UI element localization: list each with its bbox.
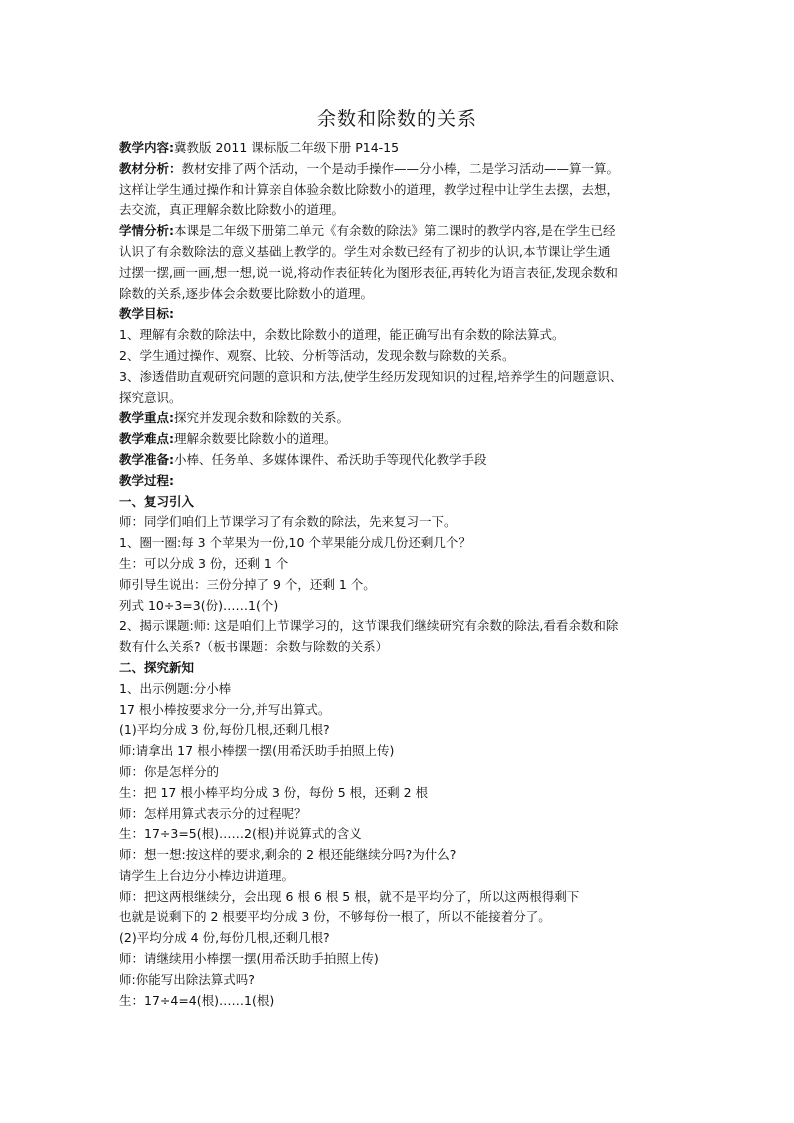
line-text: 3、渗透借助直观研究问题的意识和方法,使学生经历发现知识的过程,培养学生的问题意识、 [119,368,623,384]
document-line [119,575,679,596]
document-line [119,408,679,429]
document-line [119,429,679,450]
document-line [119,700,679,721]
line-text: 小棒、任务单、多媒体课件、希沃助手等现代化教学手段 [174,451,487,467]
line-label: 教学目标: [119,306,174,322]
line-text: 师引导生说出：三份分掉了 9 个，还剩 1 个。 [119,576,376,592]
line-text: 生：可以分成 3 份，还剩 1 个 [119,555,289,571]
document-line [119,346,679,367]
line-text: 生：17÷3=5(根)……2(根)并说算式的含义 [119,826,362,842]
document-line [119,824,679,845]
line-text: 师：把这两根继续分，会出现 6 根 6 根 5 根，就不是平均分了，所以这两根得剩下 [119,888,580,904]
line-text: 1、理解有余数的除法中，余数比除数小的道理，能正确写出有余数的除法算式。 [119,327,565,343]
line-label: 教学难点: [119,431,174,447]
document-body [119,138,679,1011]
document-line [119,450,679,471]
document-line [119,200,679,221]
line-text: 生：17÷4=4(根)……1(根) [119,992,275,1008]
document-line [119,866,679,887]
document-line [119,388,679,409]
line-text: 也就是说剩下的 2 根要平均分成 3 份，不够每份一根了，所以不能接着分了。 [119,909,551,925]
line-text: 17 根小棒按要求分一分,并写出算式。 [119,701,331,717]
line-text: 2、揭示课题:师: 这是咱们上节课学习的，这节课我们继续研究有余数的除法,看看余数和除 [119,618,619,634]
document-line [119,304,679,325]
document-line [119,138,679,159]
document-title: 余数和除数的关系 [316,108,477,130]
document-line [119,180,679,201]
document-line [119,533,679,554]
line-text: 师：请继续用小棒摆一摆(用希沃助手拍照上传) [119,951,379,967]
line-text: 认识了有余数除法的意义基础上教学的。学生对余数已经有了初步的认识,本节课让学生通 [119,243,611,259]
line-text: 探究意识。 [119,389,182,405]
document-line [119,159,679,180]
document-line [119,616,679,637]
line-text: 师：同学们咱们上节课学习了有余数的除法，先来复习一下。 [119,514,457,530]
document-line [119,907,679,928]
line-label: 学情分析: [119,223,174,239]
line-label: 一、复习引入 [119,493,195,509]
line-label: 教学准备: [119,451,174,467]
line-text: 师：你是怎样分的 [119,763,220,779]
line-text: (2)平均分成 4 份,每份几根,还剩几根? [119,930,330,946]
document-line [119,512,679,533]
document-line [119,949,679,970]
document-line [119,762,679,783]
document-line [119,596,679,617]
line-text: 列式 10÷3=3(份)……1(个) [119,597,279,613]
line-label: 教材分析： [119,160,182,176]
line-text: 理解余数要比除数小的道理。 [174,431,337,447]
line-label: 教学内容: [119,140,174,155]
line-text: 探究并发现余数和除数的关系。 [174,410,350,426]
document-line [119,720,679,741]
line-text: 这样让学生通过操作和计算亲自体验余数比除数小的道理，教学过程中让学生去摆，去想， [119,181,620,197]
line-text: 师：怎样用算式表示分的过程呢？ [119,805,307,821]
line-text: 2、学生通过操作、观察、比较、分析等活动，发现余数与除数的关系。 [119,347,515,363]
line-text: 师:请拿出 17 根小棒摆一摆(用希沃助手拍照上传) [119,743,395,759]
document-line [119,887,679,908]
line-text: 教材安排了两个活动，一个是动手操作——分小棒，二是学习活动——算一算。 [181,160,620,176]
document-line [119,284,679,305]
document-line [119,928,679,949]
document-line [119,325,679,346]
document-line [119,554,679,575]
line-text: 师：想一想:按这样的要求,剩余的 2 根还能继续分吗?为什么? [119,847,457,863]
line-label: 教学重点: [119,410,174,426]
line-text: 除数的关系,逐步体会余数要比除数小的道理。 [119,285,373,301]
line-text: 师:你能写出除法算式吗? [119,971,255,987]
document-line [119,263,679,284]
line-label: 二、探究新知 [119,659,195,675]
document-line [119,637,679,658]
document-line [119,492,679,513]
line-text: 1、圈一圈:每 3 个苹果为一份,10 个苹果能分成几份还剩几个？ [119,535,471,551]
document-line [119,221,679,242]
line-text: 过摆一摆,画一画,想一想,说一说,将动作表征转化为图形表征,再转化为语言表征,发现余数和 [119,264,618,280]
document-line [119,679,679,700]
document-line [119,970,679,991]
document-line [119,741,679,762]
line-text: 冀教版 2011 课标版二年级下册 P14-15 [174,140,400,155]
document-line [119,991,679,1012]
document-line [119,471,679,492]
line-label: 教学过程: [119,472,174,488]
document-line [119,845,679,866]
line-text: 本课是二年级下册第二单元《有余数的除法》第二课时的教学内容,是在学生已经 [174,223,616,239]
document-line [119,242,679,263]
document-line [119,658,679,679]
line-text: (1)平均分成 3 份,每份几根,还剩几根? [119,722,330,738]
line-text: 请学生上台边分小棒边讲道理。 [119,867,295,883]
document-line [119,367,679,388]
line-text: 数有什么关系?（板书课题：余数与除数的关系） [119,639,389,655]
document-line [119,783,679,804]
line-text: 去交流，真正理解余数比除数小的道理。 [119,202,345,218]
document-line [119,804,679,825]
line-text: 1、出示例题:分小棒 [119,680,232,696]
line-text: 生：把 17 根小棒平均分成 3 份，每份 5 根，还剩 2 根 [119,784,429,800]
